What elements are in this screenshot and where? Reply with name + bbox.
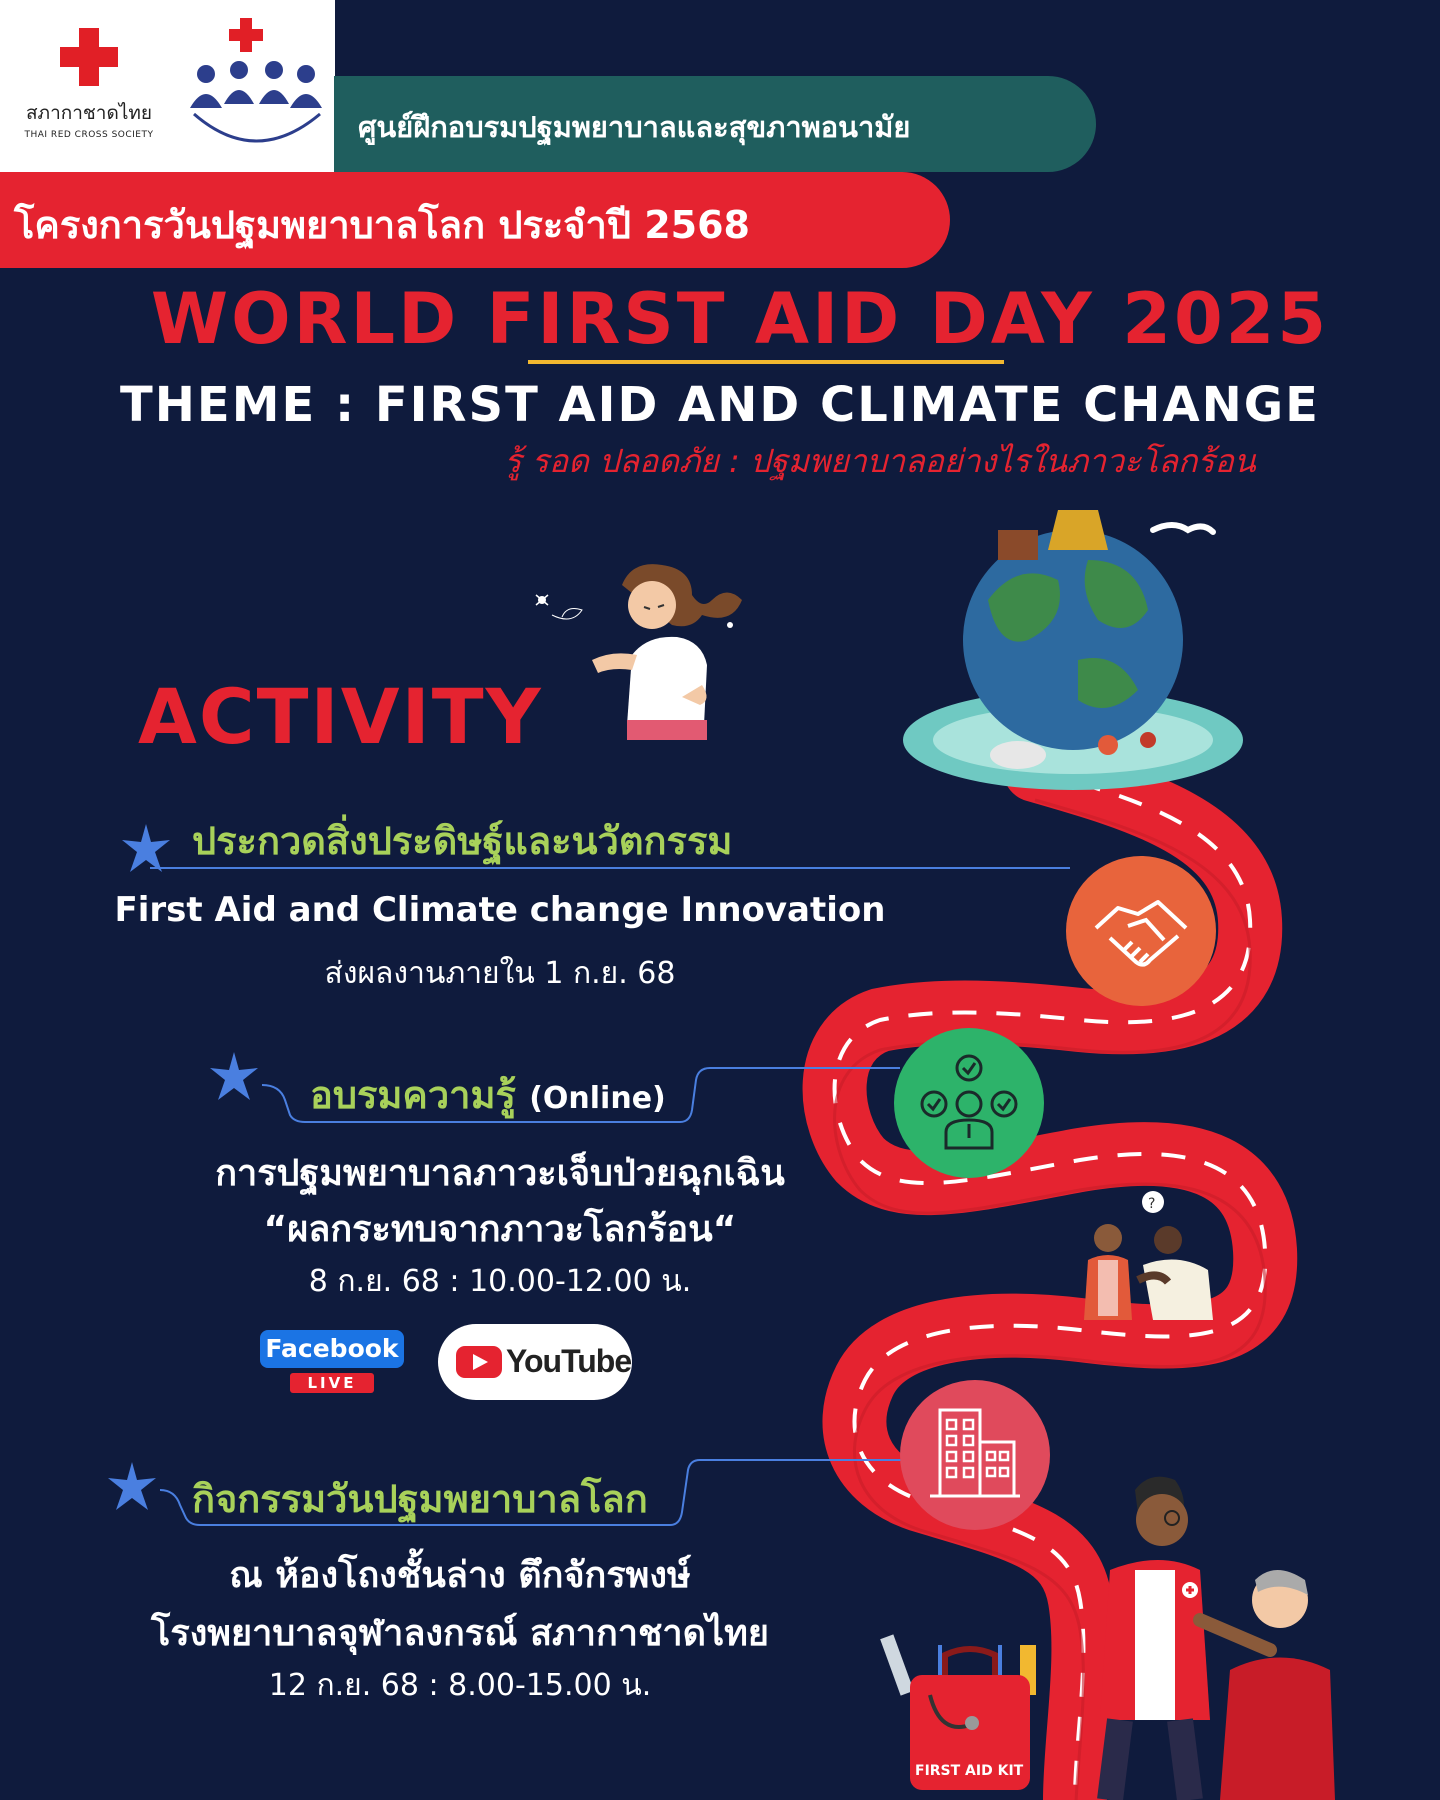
red-cross-rescuer-illustration <box>1080 1470 1340 1800</box>
theme-title: THEME : FIRST AID AND CLIMATE CHANGE <box>120 377 1320 433</box>
first-aid-kit-illustration <box>880 1625 1060 1800</box>
project-title: โครงการวันปฐมพยาบาลโลก ประจำปี 2568 <box>14 203 750 247</box>
activity-3-line2: โรงพยาบาลจุฬาลงกรณ์ สภากาชาดไทย <box>151 1613 769 1654</box>
activity-heading: ACTIVITY <box>138 672 543 761</box>
question-mark: ? <box>1148 1196 1156 1212</box>
center-name: ศูนย์ฝึกอบรมปฐมพยาบาลและสุขภาพอนามัย <box>358 110 911 144</box>
center-name-banner <box>334 76 1096 172</box>
handshake-icon <box>1066 856 1216 1006</box>
buildings-icon <box>900 1380 1050 1530</box>
polluted-earth-illustration <box>898 490 1248 800</box>
first-aid-kit-label: FIRST AID KIT <box>915 1763 1024 1779</box>
activity-2-line1: การปฐมพยาบาลภาวะเจ็บป่วยฉุกเฉิน <box>215 1153 785 1194</box>
facebook-live-button[interactable] <box>260 1330 404 1396</box>
main-title: WORLD FIRST AID DAY 2025 <box>150 278 1330 360</box>
youtube-play-icon <box>456 1346 502 1378</box>
activity-2-line2: “ผลกระทบจากภาวะโลกร้อน“ <box>263 1209 737 1250</box>
youtube-button[interactable] <box>438 1324 632 1400</box>
activity-3-datetime: 12 ก.ย. 68 : 8.00-15.00 น. <box>268 1668 652 1703</box>
thai-red-cross-logo <box>14 28 164 140</box>
facebook-label: Facebook <box>260 1330 404 1368</box>
facebook-live-label: LIVE <box>290 1373 374 1393</box>
activity-3-heading: กิจกรรมวันปฐมพยาบาลโลก <box>192 1477 648 1521</box>
project-title-banner <box>0 172 950 268</box>
subtheme-title: รู้ รอด ปลอดภัย : ปฐมพยาบาลอย่างไรในภาวะโลกร้อน <box>504 442 1256 480</box>
red-cross-icon <box>57 28 121 86</box>
activity-1-subtitle: First Aid and Climate change Innovation <box>114 890 886 930</box>
training-center-logo-icon <box>184 18 330 158</box>
star-icon <box>118 820 174 876</box>
activity-1-deadline: ส่งผลงานภายใน 1 ก.ย. 68 <box>324 956 676 991</box>
activity-1-heading: ประกวดสิ่งประดิษฐ์และนวัตกรรม <box>192 819 733 863</box>
youtube-label: YouTube <box>506 1343 632 1379</box>
org-name-en: THAI RED CROSS SOCIETY <box>24 130 154 140</box>
activity-2-heading-text: อบรมความรู้ <box>310 1073 516 1117</box>
org-name-th: สภากาชาดไทย <box>25 102 153 124</box>
header-logo-panel <box>0 0 335 172</box>
activity-3-line1: ณ ห้องโถงชั้นล่าง ตึกจักรพงษ์ <box>229 1555 691 1596</box>
star-icon <box>104 1458 160 1514</box>
star-icon <box>206 1048 262 1104</box>
person-helping-illustration <box>1068 1190 1238 1330</box>
girl-swatting-mosquito-illustration <box>532 555 762 745</box>
activity-2-online-label: (Online) <box>529 1081 666 1116</box>
activity-2-datetime: 8 ก.ย. 68 : 10.00-12.00 น. <box>308 1264 692 1299</box>
activity-2-heading <box>310 1064 666 1125</box>
title-underline <box>528 360 1004 364</box>
